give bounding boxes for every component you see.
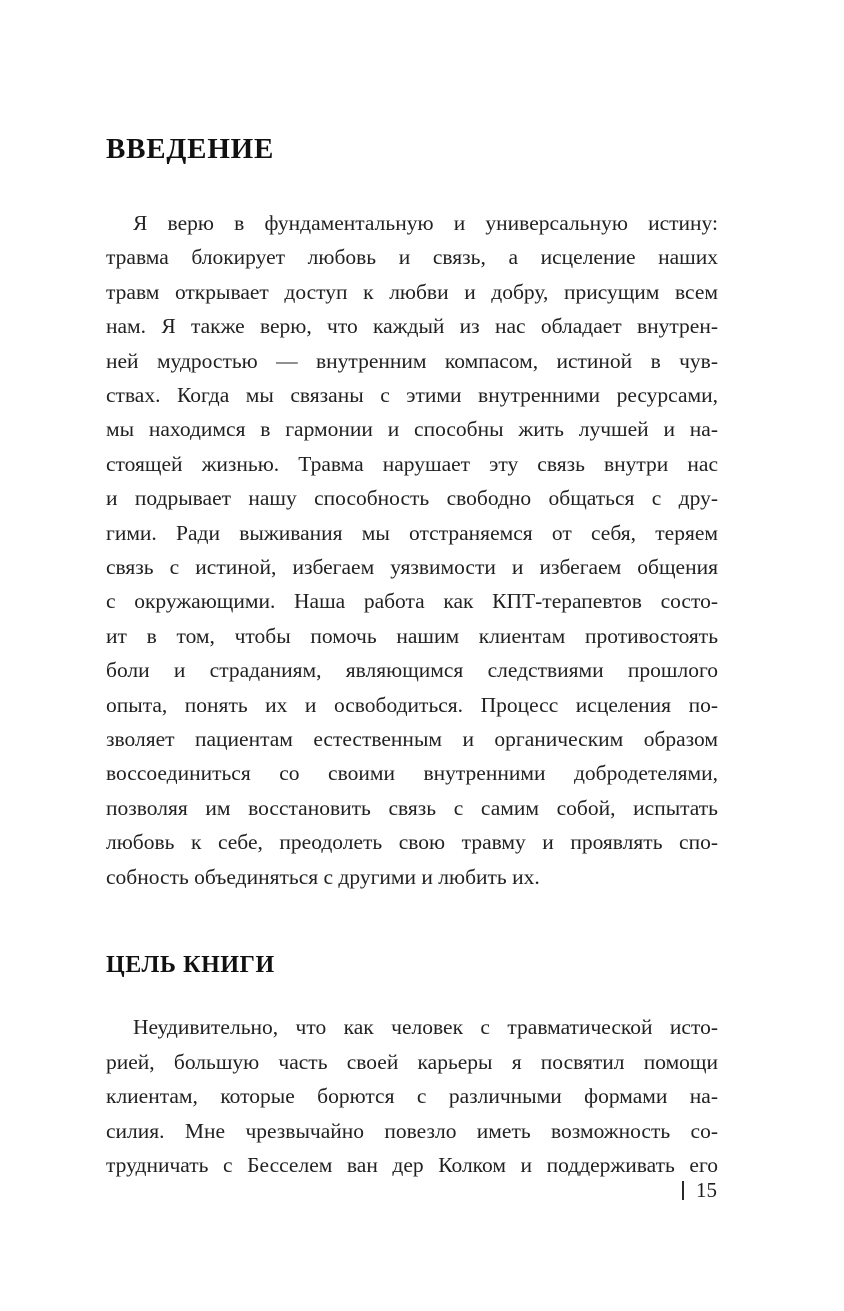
text-line: гими. Ради выживания мы отстраняемся от себя, теряем xyxy=(106,520,718,545)
section-title: ЦЕЛЬ КНИГИ xyxy=(106,952,275,979)
text-line: боли и страданиям, являющимся следствиями прошлого xyxy=(106,658,718,683)
text-line: травма блокирует любовь и связь, а исцеление наших xyxy=(106,245,718,270)
text-line: клиентам, которые борются с различными формами на- xyxy=(106,1084,718,1109)
text-line: зволяет пациентам естественным и органическим образом xyxy=(106,726,718,751)
text-line: силия. Мне чрезвычайно повезло иметь возможность со- xyxy=(106,1118,718,1143)
chapter-title: ВВЕДЕНИЕ xyxy=(106,133,275,165)
text-line: рией, большую часть своей карьеры я посвятил помощи xyxy=(106,1049,718,1074)
text-line: ит в том, чтобы помочь нашим клиентам противостоять xyxy=(106,623,718,648)
page-number: 15 xyxy=(696,1178,717,1202)
text-line: и подрывает нашу способность свободно общаться с дру- xyxy=(106,486,718,511)
text-line: Я верю в фундаментальную и универсальную истину: xyxy=(133,210,718,235)
footer-rule xyxy=(682,1181,684,1200)
text-line: Неудивительно, что как человек с травматической исто- xyxy=(133,1015,718,1040)
text-line: нам. Я также верю, что каждый из нас обладает внутрен- xyxy=(106,314,718,339)
text-line: ней мудростью — внутренним компасом, истиной в чув- xyxy=(106,348,718,373)
goal-paragraph xyxy=(106,1010,718,1182)
page-content xyxy=(106,134,718,1182)
text-line: собность объединяться с другими и любить их. xyxy=(106,864,540,889)
text-line: любовь к себе, преодолеть свою травму и проявлять спо- xyxy=(106,830,718,855)
text-line: связь с истиной, избегаем уязвимости и избегаем общения xyxy=(106,554,718,579)
text-line: мы находимся в гармонии и способны жить лучшей и на- xyxy=(106,417,718,442)
page-footer xyxy=(682,1178,717,1203)
text-line: стоящей жизнью. Травма нарушает эту связь внутри нас xyxy=(106,451,718,476)
text-line: опыта, понять их и освободиться. Процесс исцеления по- xyxy=(106,692,718,717)
text-line: воссоединиться со своими внутренними добродетелями, xyxy=(106,761,718,786)
text-line: с окружающими. Наша работа как КПТ-терапевтов состо- xyxy=(106,589,718,614)
text-line: трудничать с Бесселем ван дер Колком и поддерживать его xyxy=(106,1153,718,1178)
text-line: позволяя им восстановить связь с самим собой, испытать xyxy=(106,795,718,820)
text-line: ствах. Когда мы связаны с этими внутренними ресурсами, xyxy=(106,382,718,407)
intro-paragraph xyxy=(106,206,718,894)
text-line: травм открывает доступ к любви и добру, присущим всем xyxy=(106,279,718,304)
